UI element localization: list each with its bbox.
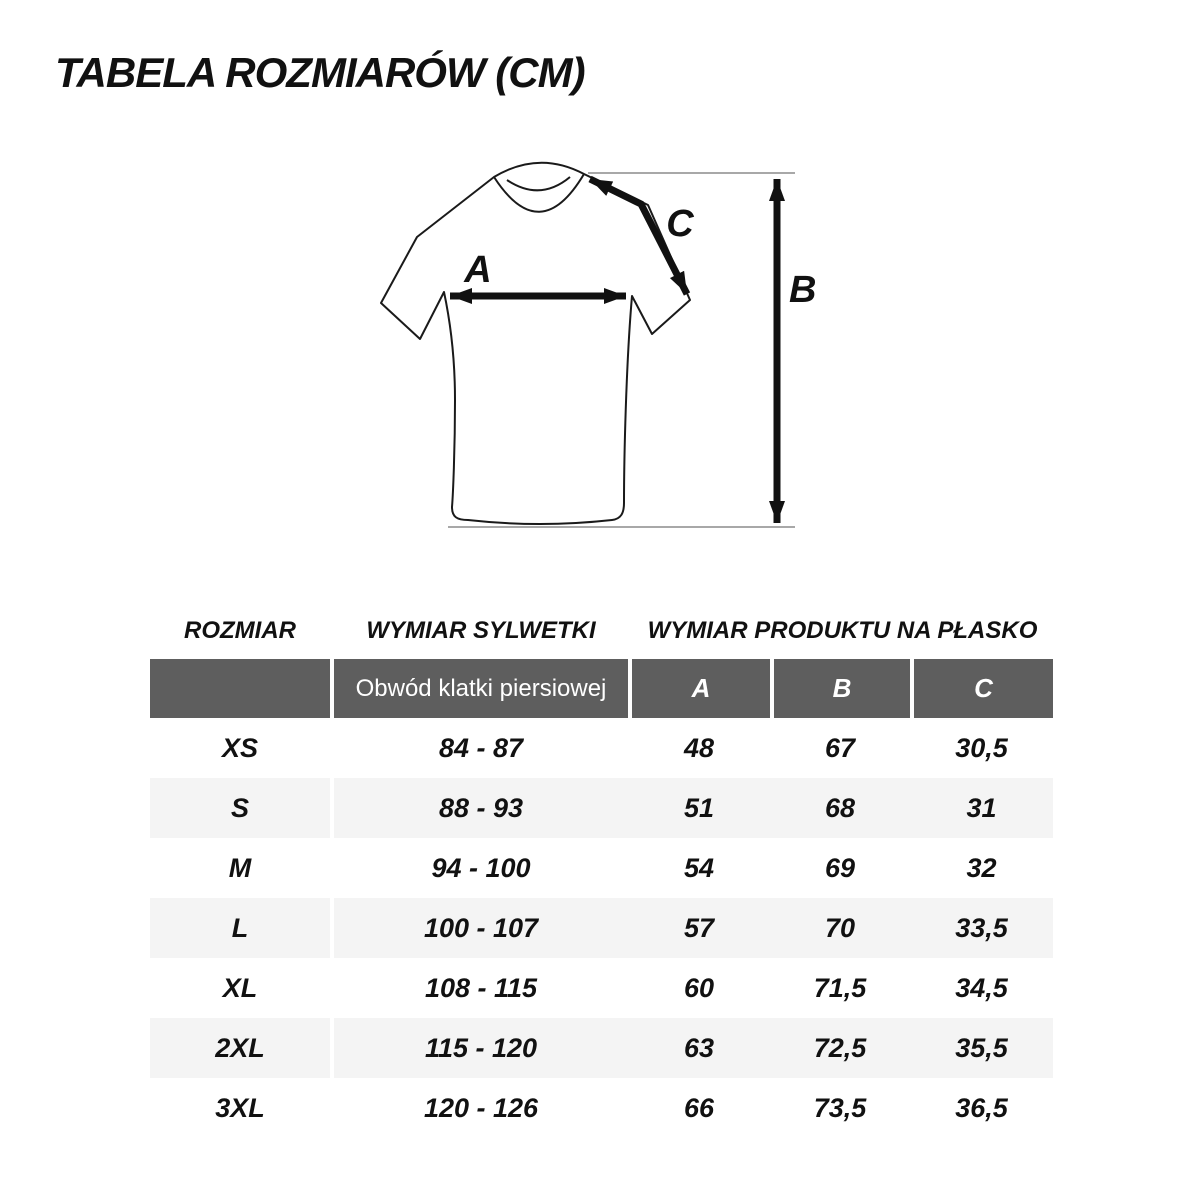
b-cell: 67 [824, 732, 856, 763]
label-a: A [464, 249, 492, 291]
table-group-header-row [150, 608, 1053, 654]
chest-cell: 120 - 126 [423, 1092, 539, 1123]
header-cell-empty [150, 659, 330, 718]
chest-cell: 115 - 120 [424, 1032, 538, 1063]
size-cell: 3XL [215, 1092, 265, 1123]
table-row-s [150, 778, 1053, 838]
label-b: B [789, 269, 817, 311]
c-cell: 36,5 [955, 1092, 1008, 1123]
table-row-l [150, 898, 1053, 958]
size-cell: S [150, 778, 330, 838]
label-c: C [666, 203, 694, 245]
size-cell: M [228, 852, 252, 883]
group-header-product-flat: WYMIAR PRODUKTU NA PŁASKO [647, 617, 1038, 644]
header-cell-c: C [914, 659, 1053, 718]
a-cell: 63 [683, 1032, 715, 1063]
a-cell: 48 [683, 732, 715, 763]
header-cell-b: B [774, 659, 910, 718]
tshirt-diagram [340, 130, 840, 560]
chest-cell: 84 - 87 [438, 732, 524, 763]
page-title: TABELA ROZMIARÓW (CM) [55, 49, 585, 96]
chest-cell: 88 - 93 [438, 792, 524, 823]
table-row-3xl [150, 1078, 1053, 1138]
table-row-xl [150, 958, 1053, 1018]
c-cell: 34,5 [955, 972, 1008, 1003]
b-cell: 73,5 [813, 1092, 867, 1123]
size-table [150, 608, 1053, 1138]
tshirt-outline [381, 163, 690, 524]
chest-cell: 94 - 100 [431, 852, 531, 883]
b-cell: 68 [824, 792, 856, 823]
b-cell: 72,5 [813, 1032, 867, 1063]
c-cell: 30,5 [955, 732, 1008, 763]
a-cell: 60 [683, 972, 715, 1003]
a-cell: 54 [683, 852, 715, 883]
header-cell-chest: Obwód klatki piersiowej [334, 659, 628, 718]
chest-cell: 100 - 107 [423, 912, 539, 943]
a-cell: 51 [683, 792, 715, 823]
size-cell: XS [221, 732, 259, 763]
size-cell: 2XL [150, 1018, 330, 1078]
group-header-body-measure: WYMIAR SYLWETKI [366, 617, 596, 644]
c-cell: 31 [966, 792, 997, 823]
c-cell: 33,5 [955, 912, 1008, 943]
size-cell: L [150, 898, 330, 958]
table-row-xs [150, 718, 1053, 778]
group-header-size: ROZMIAR [184, 617, 296, 644]
c-cell: 32 [966, 852, 997, 883]
size-cell: XL [222, 972, 258, 1003]
b-cell: 69 [824, 852, 856, 883]
header-cell-a: A [632, 659, 770, 718]
c-cell: 35,5 [955, 1032, 1008, 1063]
table-row-m [150, 838, 1053, 898]
table-row-2xl [150, 1018, 1053, 1078]
a-cell: 57 [683, 912, 715, 943]
table-header-row [150, 659, 1053, 718]
a-cell: 66 [683, 1092, 715, 1123]
b-cell: 71,5 [813, 972, 867, 1003]
b-cell: 70 [824, 912, 856, 943]
chest-cell: 108 - 115 [424, 972, 538, 1003]
